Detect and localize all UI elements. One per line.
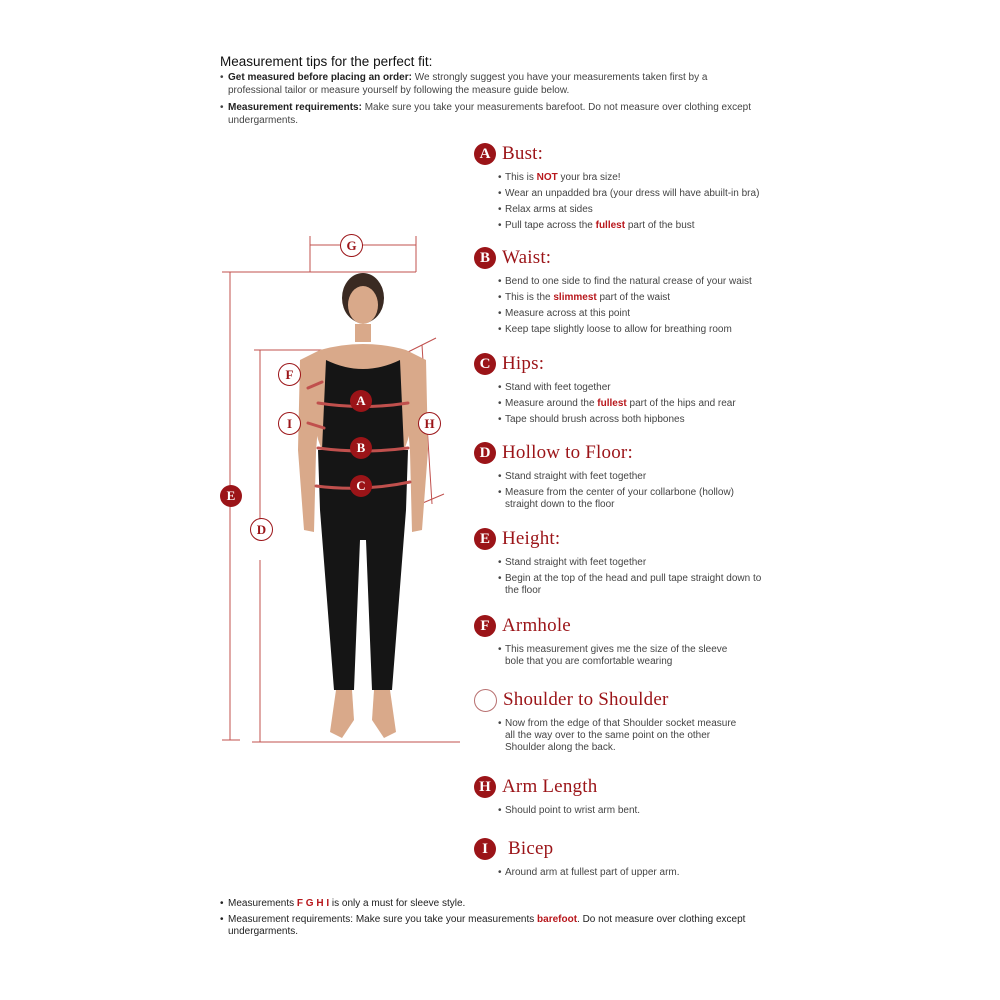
figure-label-f: F: [278, 363, 301, 386]
bullet: • Wear an unpadded bra (your dress will have abuilt-in bra): [498, 188, 794, 200]
badge-d: D: [474, 442, 496, 464]
badge-f: F: [474, 615, 496, 637]
tip-text: Make sure you take your measurements barefoot. Do not measure over clothing except undergarments.: [228, 102, 752, 126]
section-title: Hollow to Floor:: [502, 442, 633, 463]
badge-h: H: [474, 776, 496, 798]
footer-notes: [220, 898, 800, 942]
section-title: Shoulder to Shoulder: [503, 689, 669, 710]
figure-label-a: A: [350, 390, 372, 412]
tip-requirements: [220, 102, 760, 127]
badge-e: E: [474, 528, 496, 550]
section-title: Height:: [502, 528, 561, 549]
bullet: • Now from the edge of that Shoulder socket measure all the way over to the same point on the other Shoulder along the back.: [498, 718, 748, 754]
tips-title: Measurement tips for the perfect fit:: [220, 54, 433, 69]
woman-silhouette: [298, 273, 428, 738]
bullet: • Relax arms at sides: [498, 204, 794, 216]
tip-label: Measurement requirements:: [228, 102, 362, 113]
bullet: • Measure around the fullest part of the hips and rear: [498, 398, 794, 410]
bullet: • Measure from the center of your collarbone (hollow) straight down to the floor: [498, 487, 758, 511]
section-shoulder-to-shoulder: [474, 688, 794, 758]
section-title: Bicep: [508, 838, 554, 859]
section-bicep: [474, 837, 794, 883]
section-armhole: [474, 614, 794, 672]
figure-label-d: D: [250, 518, 273, 541]
body-figure-illustration: [200, 220, 460, 760]
bullet: • Keep tape slightly loose to allow for breathing room: [498, 324, 794, 336]
bullet: • Stand straight with feet together: [498, 557, 768, 569]
badge-a: A: [474, 143, 496, 165]
bullet: • Should point to wrist arm bent.: [498, 805, 794, 817]
bullet: • Tape should brush across both hipbones: [498, 414, 794, 426]
tip-text: We strongly suggest you have your measurements taken first by a professional tailor or measure yourself by following the measure guide below.: [228, 72, 708, 96]
footer-note-sleeve: • Measurements F G H I is only a must for sleeve style.: [220, 898, 800, 910]
bullet: • Stand with feet together: [498, 382, 794, 394]
section-title: Bust:: [502, 143, 544, 164]
bullet: • This is the slimmest part of the waist: [498, 292, 794, 304]
figure-label-b: B: [350, 437, 372, 459]
bullet: • This is NOT your bra size!: [498, 172, 794, 184]
badge-b: B: [474, 247, 496, 269]
tip-label: Get measured before placing an order:: [228, 72, 412, 83]
badge-c: C: [474, 353, 496, 375]
section-title: Armhole: [502, 615, 571, 636]
section-title: Waist:: [502, 247, 552, 268]
section-arm-length: [474, 775, 794, 821]
tips-list: [220, 72, 760, 132]
bullet: • This measurement gives me the size of the sleeve bole that you are comfortable wearing: [498, 644, 748, 668]
figure-label-h: H: [418, 412, 441, 435]
section-title: Hips:: [502, 353, 545, 374]
bullet: • Around arm at fullest part of upper arm.: [498, 867, 794, 879]
bullet: • Pull tape across the fullest part of the bust: [498, 220, 794, 232]
section-height: [474, 527, 794, 601]
section-hips: [474, 352, 794, 430]
bullet: • Bend to one side to find the natural crease of your waist: [498, 276, 794, 288]
bullet: • Measure across at this point: [498, 308, 794, 320]
section-waist: [474, 246, 794, 340]
section-bust: [474, 142, 794, 236]
tip-measured: [220, 72, 760, 97]
section-hollow-to-floor: [474, 441, 794, 515]
badge-g: [474, 689, 497, 712]
figure-label-g: G: [340, 234, 363, 257]
footer-note-requirements: • Measurement requirements: Make sure you take your measurements barefoot. Do not measure over clothing except undergarments.: [220, 914, 800, 938]
bullet: • Begin at the top of the head and pull tape straight down to the floor: [498, 573, 768, 597]
section-title: Arm Length: [502, 776, 598, 797]
badge-i: I: [474, 838, 496, 860]
figure-label-i: I: [278, 412, 301, 435]
figure-label-c: C: [350, 475, 372, 497]
bullet: • Stand straight with feet together: [498, 471, 758, 483]
figure-label-e: E: [220, 485, 242, 507]
